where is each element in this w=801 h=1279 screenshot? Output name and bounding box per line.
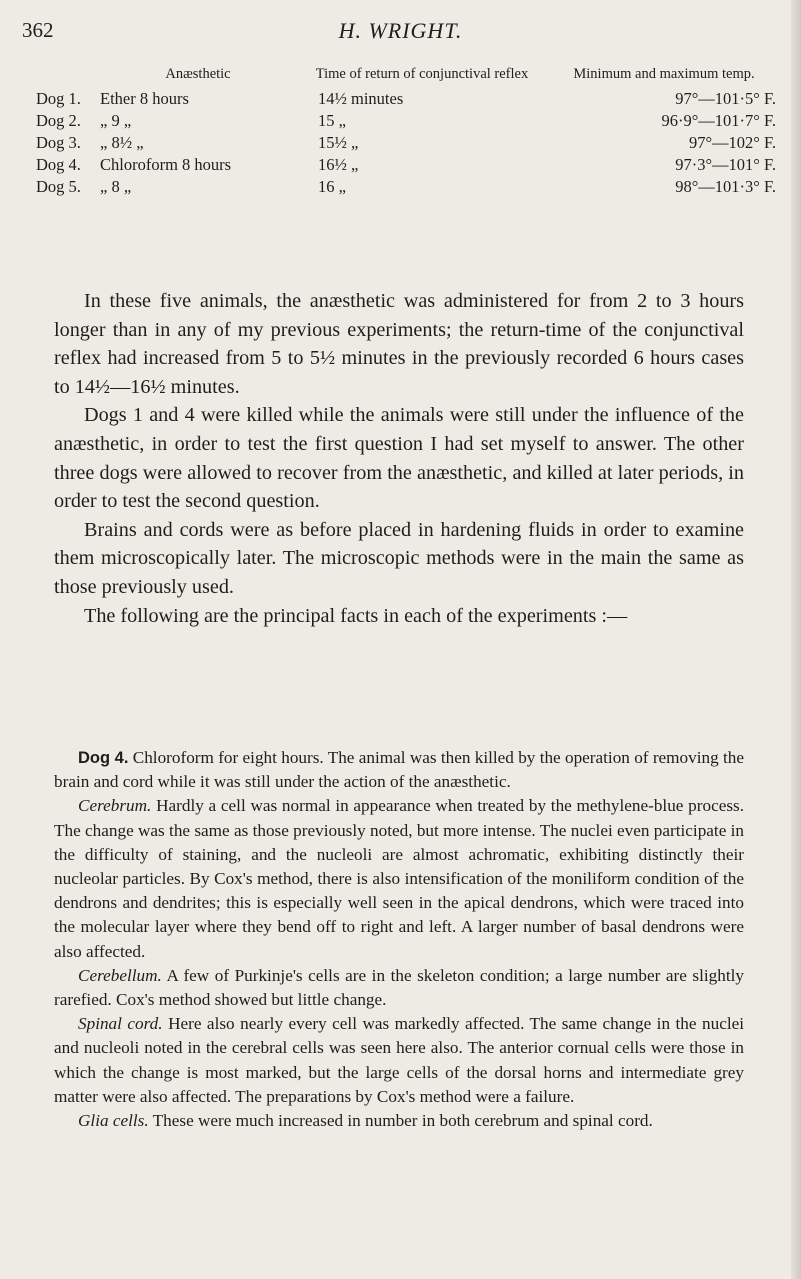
- header-time: Time of return of conjunctival reflex: [315, 66, 529, 82]
- cell-temp: 98°—101·3° F.: [675, 177, 776, 196]
- cerebrum-paragraph: [54, 794, 744, 963]
- cell-anaesthetic: „ 8½ „: [100, 133, 144, 152]
- glia-heading: Glia cells.: [78, 1111, 149, 1131]
- cerebrum-heading: Cerebrum.: [78, 796, 152, 816]
- cell-time: 15 „: [318, 111, 346, 130]
- cell-anaesthetic: „ 8 „: [100, 177, 132, 196]
- cell-temp: 97°—101·5° F.: [675, 89, 776, 108]
- cerebellum-paragraph: [54, 964, 744, 1012]
- table-row: [36, 88, 780, 110]
- glia-text: These were much increased in number in both cerebrum and spinal cord.: [152, 1111, 653, 1131]
- cell-dog: Dog 4.: [36, 155, 81, 174]
- table-header-row: [36, 66, 780, 88]
- spinal-heading: Spinal cord.: [78, 1014, 163, 1034]
- cell-time: 15½ „: [318, 133, 359, 152]
- cell-dog: Dog 2.: [36, 111, 81, 130]
- paragraph: The following are the principal facts in each of the experiments :—: [84, 604, 628, 627]
- cell-temp: 97·3°—101° F.: [675, 155, 776, 174]
- running-head: H. WRIGHT.: [338, 18, 463, 43]
- results-table: [36, 66, 780, 198]
- cell-anaesthetic: „ 9 „: [100, 111, 132, 130]
- cell-anaesthetic: Chloroform 8 hours: [100, 155, 232, 174]
- page-edge-shadow: [791, 0, 801, 1279]
- cell-time: 16 „: [318, 177, 346, 196]
- paragraph: In these five animals, the anæsthetic was administered for from 2 to 3 hours longer than in any of my previous experiments; the return-time of the conjunctival reflex had increased from 5 to 5½ minutes in the previously recorded 6 hours cases to 14½—16½ minutes.: [54, 290, 744, 398]
- paragraph: Dogs 1 and 4 were killed while the animals were still under the influence of the anæsthetic, in order to test the first question I had set myself to answer. The other three dogs were allowed to recover from the anæsthetic, and killed at later periods, in order to test the second question.: [54, 404, 744, 513]
- dog4-text: Chloroform for eight hours. The animal was then killed by the operation of removing the brain and cord while it was still under the action of the anæsthetic.: [54, 748, 745, 792]
- dog4-paragraph: [54, 746, 744, 794]
- main-text: [54, 287, 744, 630]
- table-row: [36, 154, 780, 176]
- cell-time: 14½ minutes: [318, 89, 404, 108]
- experiment-details: [54, 746, 744, 1133]
- table-row: [36, 176, 780, 198]
- header-temp: Minimum and maximum temp.: [573, 66, 755, 82]
- glia-paragraph: [54, 1109, 744, 1133]
- paragraph: Brains and cords were as before placed in hardening fluids in order to examine them microscopically later. The microscopic methods were in the main the same as those previously used.: [54, 518, 744, 598]
- cell-anaesthetic: Ether 8 hours: [100, 89, 189, 108]
- table-row: [36, 132, 780, 154]
- cell-dog: Dog 1.: [36, 89, 81, 108]
- cell-dog: Dog 5.: [36, 177, 81, 196]
- page-number: 362: [22, 18, 54, 42]
- cell-temp: 96·9°—101·7° F.: [661, 111, 776, 130]
- cell-time: 16½ „: [318, 155, 359, 174]
- cell-temp: 97°—102° F.: [688, 133, 776, 152]
- cerebellum-heading: Cerebellum.: [78, 965, 162, 985]
- header-anaesthetic: Anæsthetic: [165, 66, 231, 82]
- cell-dog: Dog 3.: [36, 133, 81, 152]
- spinal-paragraph: [54, 1012, 744, 1109]
- header-dog: [36, 66, 100, 88]
- cerebellum-text: A few of Purkinje's cells are in the skeleton condition; a large number are slightly rarefied. Cox's method showed but little change.: [54, 965, 744, 1010]
- cerebrum-text: Hardly a cell was normal in appearance when treated by the methylene-blue process. The change was the same as those previously noted, but more intense. The nuclei even participate in the difficulty of staining, and the nucleoli are almost achromatic, exhibiting distinctly their nucleolar particles. By Cox's method, there is also intensification of the moniliform condition of the dendrons and dendrites; this is especially well seen in the apical dendrons, which were traced into the molecular layer where they bend off to right and left. A larger number of basal dendrons were also affected.: [54, 796, 744, 961]
- table-row: [36, 110, 780, 132]
- dog4-heading: Dog 4.: [78, 749, 129, 767]
- spinal-text: Here also nearly every cell was markedly affected. The same change in the nuclei and nucleoli noted in the cerebral cells was seen here also. The anterior cornual cells were those in which the change is most marked, but the large cells of the dorsal horns and intermediate grey matter were also affected. The preparations by Cox's method were a failure.: [54, 1014, 744, 1106]
